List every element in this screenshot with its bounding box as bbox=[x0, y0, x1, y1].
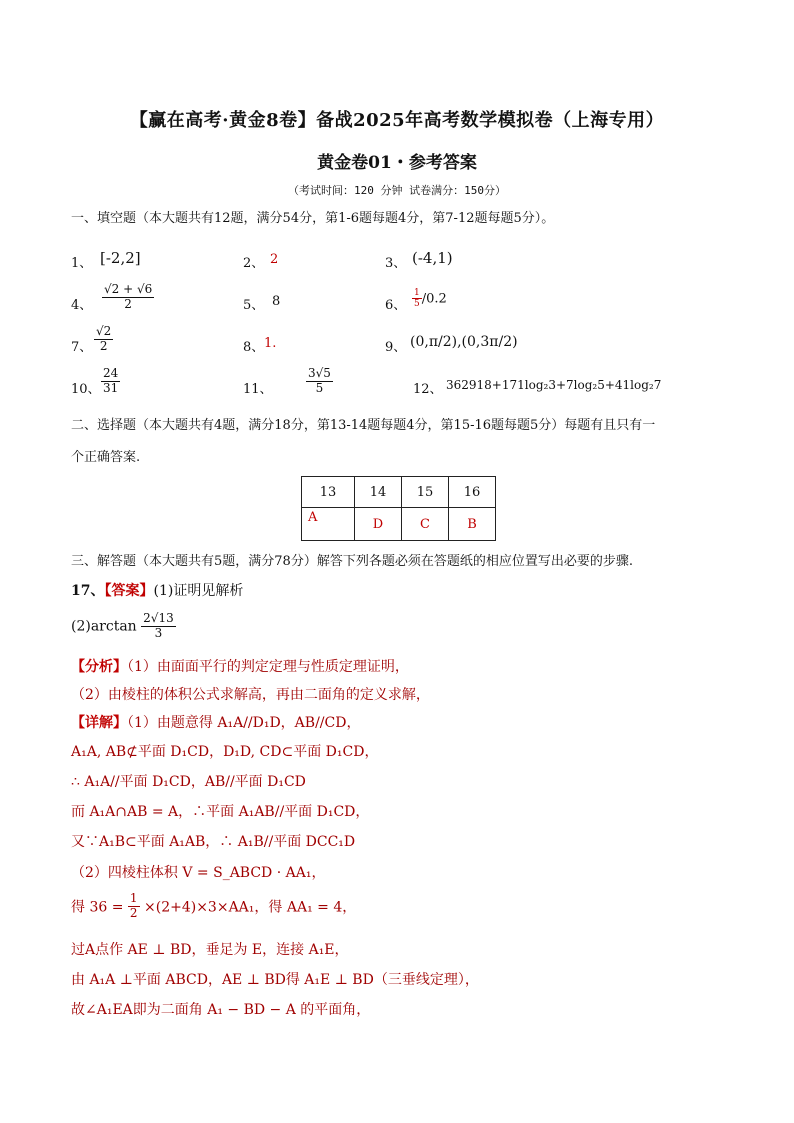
answer-6-frac-numerator: 1 bbox=[414, 288, 420, 298]
answer-5-value: 8 bbox=[272, 294, 281, 309]
q17-detail6: （2）四棱柱体积 V = S_ABCD · AA₁， bbox=[71, 865, 326, 881]
q17-label: 17、 bbox=[71, 583, 105, 599]
q17-part1: (1)证明见解析 bbox=[153, 583, 244, 599]
q17-analysis1: （1）由面面平行的判定定理与性质定理证明， bbox=[127, 659, 409, 675]
answer-5-number: 5、 bbox=[243, 298, 265, 313]
q17-detail9: 由 A₁A ⊥平面 ABCD，AE ⊥ BD得 A₁E ⊥ BD（三垂线定理）， bbox=[71, 972, 479, 988]
answer-cell: B bbox=[449, 508, 496, 541]
q17-detail7b: ×(2+4)×3×AA₁，得 AA₁ = 4， bbox=[144, 899, 357, 916]
q17-part2-line bbox=[71, 612, 176, 641]
section2-heading-line2: 个正确答案. bbox=[71, 450, 141, 465]
answer-cell: C bbox=[402, 508, 449, 541]
answer-12-value: 362918+171log₂3+7log₂5+41log₂7 bbox=[446, 378, 662, 392]
answer-3-value: (-4,1) bbox=[412, 249, 453, 267]
q17-analysis-tag: 【分析】 bbox=[71, 659, 127, 675]
q17-detail7-numerator: 1 bbox=[129, 891, 138, 905]
answer-11-numerator: 3√5 bbox=[308, 366, 331, 380]
answer-6-value: /0.2 bbox=[421, 291, 447, 307]
q17-detail1: （1）由题意得 A₁A//D₁D，AB//CD， bbox=[127, 715, 361, 731]
answer-11-number: 11、 bbox=[243, 382, 273, 397]
answer-cell: A bbox=[302, 508, 355, 541]
answer-1-value: [-2,2] bbox=[100, 249, 141, 267]
table-row bbox=[302, 508, 496, 541]
q17-analysis2: （2）由棱柱的体积公式求解高，再由二面角的定义求解， bbox=[71, 687, 430, 703]
answer-10-numerator: 24 bbox=[103, 366, 119, 380]
q17-detail7a: 得 36 = bbox=[71, 899, 124, 916]
question-cell: 16 bbox=[449, 477, 496, 508]
q17-detail8: 过A点作 AE ⊥ BD，垂足为 E，连接 A₁E， bbox=[71, 942, 349, 958]
answer-10-fraction bbox=[101, 367, 120, 396]
page-title: 【赢在高考·黄金8卷】备战2025年高考数学模拟卷（上海专用） bbox=[129, 110, 665, 131]
q17-detail2: A₁A, AB⊄平面 D₁CD，D₁D, CD⊂平面 D₁CD， bbox=[71, 744, 379, 760]
answer-6-value-group bbox=[412, 288, 447, 310]
answer-10-denominator: 31 bbox=[103, 380, 119, 395]
exam-info: （考试时间：120 分钟 试卷满分：150分） bbox=[288, 184, 506, 197]
answer-6-number: 6、 bbox=[385, 298, 407, 313]
section1-heading: 一、填空题（本大题共有12题，满分54分，第1-6题每题4分，第7-12题每题5分）。 bbox=[71, 211, 555, 226]
q17-analysis-line1 bbox=[71, 656, 409, 676]
answer-3-number: 3、 bbox=[385, 256, 407, 271]
answer-6-frac-denominator: 5 bbox=[414, 299, 420, 310]
q17-part2-prefix: (2)arctan bbox=[71, 618, 137, 635]
q17-detail10: 故∠A₁EA即为二面角 A₁ − BD − A 的平面角， bbox=[71, 1002, 371, 1018]
answer-9-value: (0,π/2),(0,3π/2) bbox=[410, 334, 518, 350]
answer-cell: D bbox=[355, 508, 402, 541]
answer-7-numerator: √2 bbox=[96, 324, 112, 338]
q17-detail4: 而 A₁A∩AB = A，∴平面 A₁AB//平面 D₁CD， bbox=[71, 804, 370, 820]
answer-7-fraction bbox=[94, 325, 113, 354]
question-cell: 13 bbox=[302, 477, 355, 508]
answer-7-denominator: 2 bbox=[99, 338, 108, 353]
answer-4-denominator: 2 bbox=[124, 296, 132, 311]
section3-heading: 三、解答题（本大题共有5题，满分78分）解答下列各题必须在答题纸的相应位置写出必要的步骤. bbox=[71, 554, 633, 569]
q17-detail7-denominator: 2 bbox=[129, 905, 138, 920]
answer-2-value: 2 bbox=[270, 252, 279, 267]
answer-4-number: 4、 bbox=[71, 298, 93, 313]
q17-detail-tag: 【详解】 bbox=[71, 715, 127, 731]
answer-11-denominator: 5 bbox=[315, 380, 324, 395]
q17-part2-numerator: 2√13 bbox=[143, 611, 174, 625]
q17-answer-line bbox=[71, 580, 243, 600]
answer-8-value: 1. bbox=[264, 336, 277, 351]
answer-1-number: 1、 bbox=[71, 256, 93, 271]
q17-detail3: ∴ A₁A//平面 D₁CD，AB//平面 D₁CD bbox=[71, 774, 306, 790]
answer-12-number: 12、 bbox=[413, 382, 443, 397]
answer-9-number: 9、 bbox=[385, 340, 407, 355]
question-cell: 14 bbox=[355, 477, 402, 508]
q17-answer-tag: 【答案】 bbox=[104, 583, 154, 599]
table-row bbox=[302, 477, 496, 508]
answer-11-fraction bbox=[306, 367, 333, 396]
answer-4-numerator: √2 + √6 bbox=[104, 282, 153, 296]
q17-part2-denominator: 3 bbox=[154, 625, 163, 640]
answer-7-number: 7、 bbox=[71, 340, 93, 355]
q17-detail7-line bbox=[71, 892, 356, 921]
choice-answer-table bbox=[301, 476, 496, 541]
answer-8-number: 8、 bbox=[243, 340, 265, 355]
answer-4-fraction bbox=[102, 283, 154, 312]
section2-heading-line1: 二、选择题（本大题共有4题，满分18分，第13-14题每题4分，第15-16题每题5分）每题有且只有一 bbox=[71, 418, 656, 433]
q17-detail-line1 bbox=[71, 712, 360, 732]
answer-2-number: 2、 bbox=[243, 256, 265, 271]
page-subtitle: 黄金卷01・参考答案 bbox=[317, 153, 477, 173]
answer-10-number: 10、 bbox=[71, 382, 101, 397]
question-cell: 15 bbox=[402, 477, 449, 508]
q17-detail5: 又∵A₁B⊂平面 A₁AB，∴ A₁B//平面 DCC₁D bbox=[71, 834, 356, 850]
